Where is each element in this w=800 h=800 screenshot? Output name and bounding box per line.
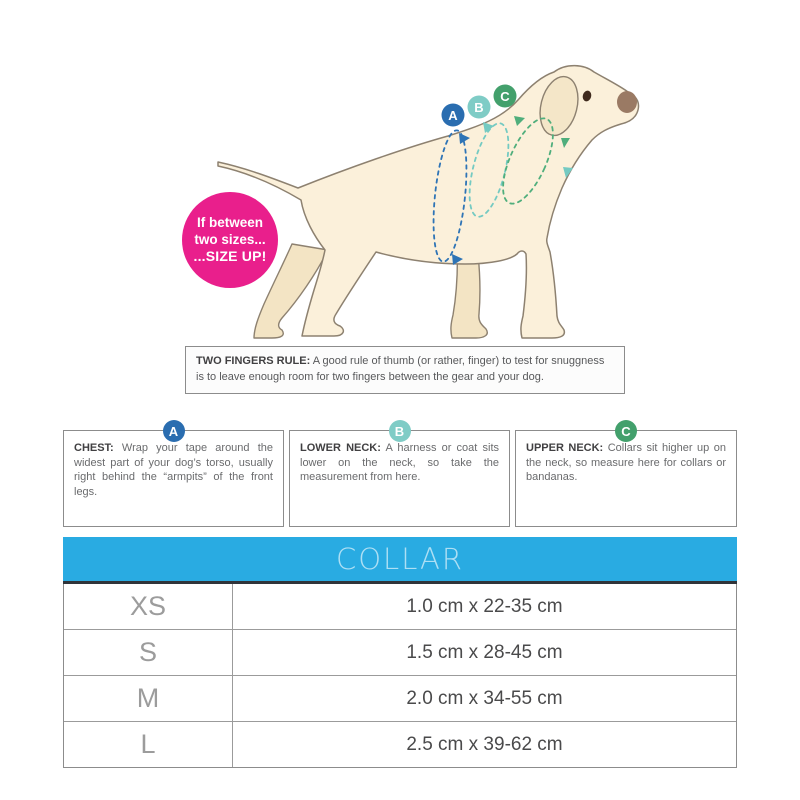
collar-table-title: COLLAR <box>335 542 465 576</box>
table-row <box>64 675 736 721</box>
lower-neck-guide-badge: B <box>389 420 411 442</box>
size-value: 1.5 cm x 28-45 cm <box>406 641 563 663</box>
size-up-line1: If between <box>196 214 263 230</box>
size-value: 1.0 cm x 22-35 cm <box>406 595 563 617</box>
size-label: M <box>64 676 233 721</box>
collar-table-header <box>63 537 737 584</box>
marker-upper-neck <box>494 85 517 108</box>
two-fingers-rule-text: A good rule of thumb (or rather, finger) to test for snuggness is to leave enough room for two fingers between the gear and your dog. <box>196 355 605 383</box>
size-label: XS <box>64 584 233 629</box>
chest-guide-label: CHEST: <box>74 442 114 454</box>
chest-guide-badge: A <box>163 420 185 442</box>
size-up-line3: ...SIZE UP! <box>193 248 267 265</box>
upper-neck-guide-text: Collars sit higher up on the neck, so measure here for collars or bandanas. <box>526 442 726 484</box>
lower-neck-guide-text: A harness or coat sits lower on the neck, so take the measurement from here. <box>300 442 499 484</box>
upper-neck-guide-label: UPPER NECK: <box>526 442 604 454</box>
chest-guide-text: Wrap your tape around the widest part of your dog’s torso, usually right behind the “armpits” of the front legs. <box>74 442 273 499</box>
lower-neck-guide-box <box>289 423 510 527</box>
chest-guide-box <box>63 423 284 527</box>
upper-neck-guide-box <box>515 423 737 527</box>
two-fingers-rule-box <box>185 346 625 394</box>
size-up-line2: two sizes... <box>194 232 266 248</box>
upper-neck-guide-badge: C <box>615 420 637 442</box>
marker-lower-neck <box>468 96 491 119</box>
marker-chest <box>442 104 465 127</box>
collar-size-table <box>63 537 737 768</box>
marker-chest-letter: A <box>448 108 458 123</box>
marker-upper-neck-letter: C <box>500 89 510 104</box>
size-up-badge <box>182 192 278 288</box>
marker-lower-neck-letter: B <box>474 100 484 115</box>
collar-table-body <box>63 584 737 768</box>
table-row <box>64 584 736 629</box>
table-row <box>64 629 736 675</box>
lower-neck-guide-label: LOWER NECK: <box>300 442 381 454</box>
dog-nose <box>617 91 637 113</box>
size-label: L <box>64 722 233 767</box>
table-row <box>64 721 736 767</box>
size-value: 2.5 cm x 39-62 cm <box>406 733 563 755</box>
dog-measurement-diagram <box>180 38 680 348</box>
two-fingers-rule-label: TWO FINGERS RULE: <box>196 355 311 367</box>
size-label: S <box>64 630 233 675</box>
size-value: 2.0 cm x 34-55 cm <box>406 687 563 709</box>
